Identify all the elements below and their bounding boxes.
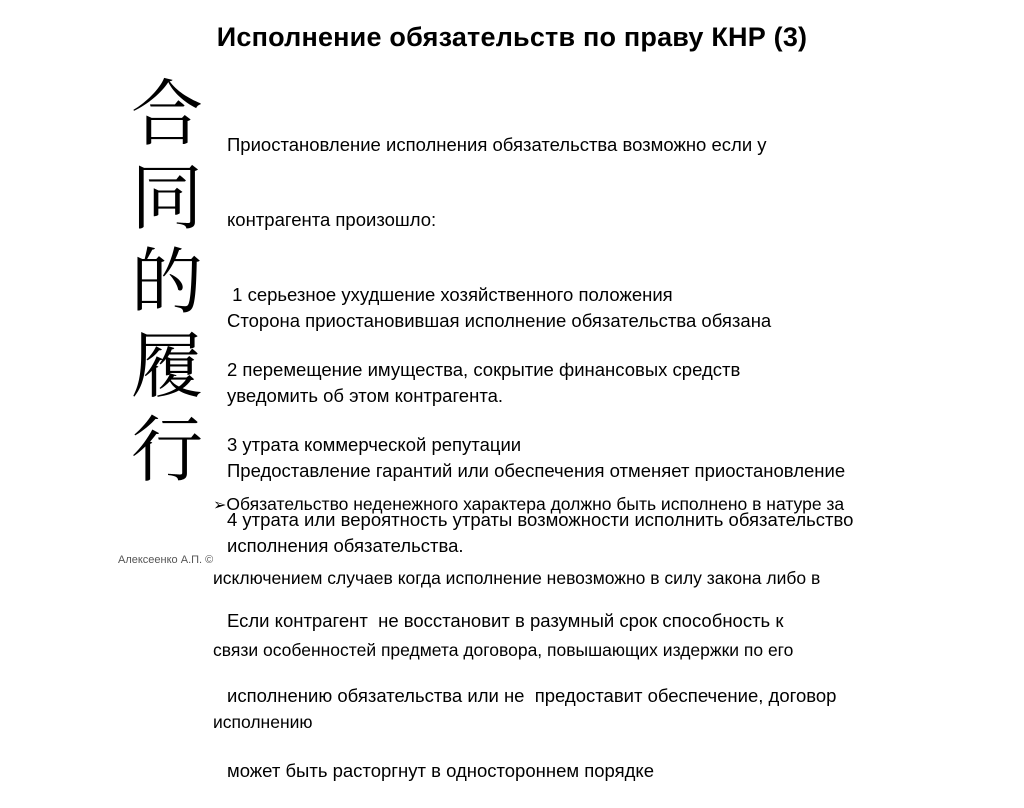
bullet-text: Обязательство неденежного характера должно быть исполнено в натуре за — [226, 494, 845, 514]
chinese-char: 同 — [130, 156, 203, 240]
text-line: исполнения обязательства. — [227, 535, 464, 556]
text-line: исключением случаев когда исполнение невозможно в силу закона либо в — [213, 568, 821, 588]
text-line: исполнению обязательства или не предоставит обеспечение, договор — [227, 685, 837, 706]
text-line: Предоставление гарантий или обеспечения отменяет приостановление — [227, 460, 846, 481]
text-line — [213, 492, 844, 518]
text-line: Сторона приостановившая исполнение обязательства обязана — [227, 310, 772, 331]
text-line: Если контрагент не восстановит в разумный срок способность к — [227, 610, 784, 631]
text-line: уведомить об этом контрагента. — [227, 385, 504, 406]
text-line: 1 серьезное ухудшение хозяйственного положения — [227, 284, 673, 305]
chinese-char: 行 — [130, 408, 203, 492]
non-monetary-obligation-text — [213, 444, 844, 758]
text-line: связи особенностей предмета договора, повышающих издержки по его — [213, 640, 794, 660]
text-line: может быть расторгнут в одностороннем порядке — [227, 760, 655, 781]
slide-title: Исполнение обязательств по праву КНР (3) — [216, 22, 808, 52]
chinese-char: 履 — [130, 324, 203, 408]
text-line: исполнению — [213, 712, 313, 732]
text-line: 4 утрата или вероятность утраты возможности исполнить обязательство — [227, 509, 854, 530]
text-line: 3 утрата коммерческой репутации — [227, 434, 522, 455]
author-footer: Алексеенко А.П. © — [118, 554, 214, 566]
chinese-char: 合 — [130, 72, 203, 156]
text-line: 2 перемещение имущества, сокрытие финансовых средств — [227, 359, 741, 380]
chinese-char: 的 — [130, 240, 203, 324]
text-line: контрагента произошло: — [227, 209, 437, 230]
text-line: Приостановление исполнения обязательства возможно если у — [227, 134, 767, 155]
arrow-bullet-icon: ➢ — [213, 497, 227, 514]
vertical-chinese-title — [122, 72, 212, 492]
